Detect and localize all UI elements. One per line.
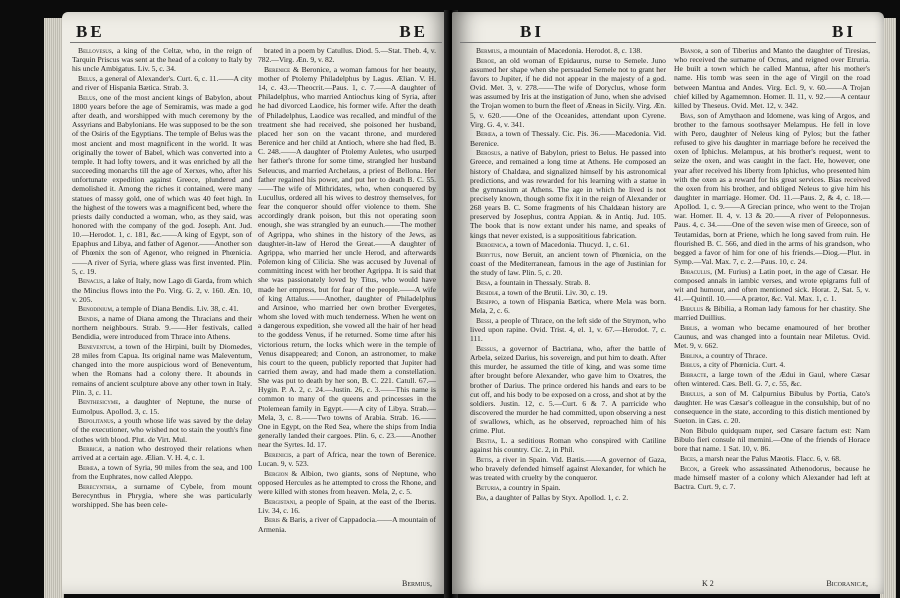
dictionary-entry xyxy=(72,416,252,443)
entry-headword: Berytus, xyxy=(476,249,503,259)
entry-headword: Berenice xyxy=(264,64,291,74)
entry-text: a people of Spain, at the east of the Iberus. Liv. 34, c. 16. xyxy=(258,496,436,515)
entry-headword: Berœa, xyxy=(476,129,498,139)
entry-headword: Belus, xyxy=(78,73,98,83)
right-signature: K 2 xyxy=(702,579,714,588)
left-page-header xyxy=(62,22,450,42)
dictionary-entry xyxy=(72,314,252,341)
entry-headword: Bices, xyxy=(680,453,698,463)
entry-headword: Bibracte, xyxy=(680,369,709,379)
entry-headword: Beturia, xyxy=(476,482,502,492)
entry-text: a nation who destroyed their relations when arrived at a certain age. Ælian. V. H. 4, c. 1. xyxy=(72,444,252,463)
entry-text: & Beronice, a woman famous for her beauty, mother of Ptolemy Philadelphus by Lagus. Ælian. V. H. 14, c. 43.—Theocrit.—Paus. 1, c. 7.——A daughter of Philadelphus, who married Antiochus king of Syria, after he had divorced Laodice, his former wife. After the death of Philadelphus, Laodice was recalled, and mindful of the treatment she had received, she poisoned her husband, placed her son on the vacant throne, and murdered Berenice and her child at Antioch, where she had fled, B. C. 248.——A daughter of Ptolemy Auletes, who usurped her father's throne for some time, strangled her husband Seleucus, and married Archelaus, a priest of Bellona. Her father regained his power, and put her to death B. C. 55.——The wife of Mithridates, who, when conquered by Lucullus, ordered all his wives to destroy themselves, for fear the conqueror should offer violence to them. She accordingly drank poison, but this not operating soon enough, she was strangled by an eunuch.——The mother of Agrippa, who shines in the history of the Jews, as daughter-in-law of Herod the Great.——A daughter of Agrippa, who married her uncle Herod, and afterwards Polemon king of Cilicia. She was accused by Juvenal of committing incest with her brother Agrippa. It is said that she was passionately loved by Titus, who would have made her empress, but for fear of the people.——A wife of king Attalus.——Another, daughter of Philadelphus and Arsinoe, who married her own brother Evergetes, whom she loved with much tenderness. When he went on a dangerous expedition, she vowed all the hair of her head to the goddess Venus, if he returned. Some time after his victorious return, the locks which were in the temple of Venus disappeared; and Conon, an astronomer, to make his court to the queen, publicly reported that Jupiter had carried them away, and had made them a constellation. She was put to death by her son, B. C. 221. Catull. 67.—Hygin. P. A. 2, c. 24.—Justin. 26, c. 3.——This name is common to many of the queens and princesses in the Ptolemean family in Egypt.——A city of Libya. Strab.—Mela, 3, c. 8.——Two towns of Arabia. Strab. 16.——One in Egypt, on the Red Sea, where the ships from India generally landed their cargoes. Plin. 6, c. 23.——Another near the Syrtes. Id. 17. xyxy=(258,64,436,450)
right-column-2 xyxy=(674,46,870,588)
entry-text: a king of the Celtæ, who, in the reign of Tarquin Priscus was sent at the head of a colony to Italy by his uncle Ambigatus. Liv. 5, c. 34. xyxy=(72,46,252,74)
dictionary-entry xyxy=(258,497,436,515)
dictionary-entry xyxy=(470,278,666,287)
dictionary-entry xyxy=(470,436,666,454)
right-header-right: BI xyxy=(832,22,856,41)
entry-text: a town of the Hirpini, built by Diomedes, 28 miles from Capua. Its original name was Maleventum, changed into the more auspicious word of Beneventum, when the Romans had a colony there. It abounds in remains of ancient sculpture above any other town in Italy. Plin. 3, c. 11. xyxy=(72,342,252,397)
entry-headword: Bergion xyxy=(264,468,288,478)
entry-text: a surname of Cybele, from mount Berecynthus in Phrygia, where she was particularly worshipped. She has been cele- xyxy=(72,481,252,510)
dictionary-entry xyxy=(674,389,870,426)
right-page-header xyxy=(452,22,884,42)
entry-headword: Bias, xyxy=(680,110,696,120)
dictionary-entry xyxy=(72,397,252,415)
entry-headword: Beroe, xyxy=(476,55,497,65)
dictionary-entry xyxy=(470,483,666,492)
entry-headword: Bellovesus, xyxy=(78,46,114,55)
entry-headword: Beneventum, xyxy=(78,342,117,351)
entry-headword: Bianor, xyxy=(680,46,703,55)
entry-headword: Besa, xyxy=(476,277,493,287)
entry-headword: Berenicis, xyxy=(264,449,294,459)
entry-headword: Besidiæ, xyxy=(476,287,501,297)
entry-text: a city of Phœnicia. Curt. 4. xyxy=(703,360,786,370)
entry-text: a name of Diana among the Thracians and their northern neighbours. Strab. 9.——Her festivals, called Bendidia, were introduced from Thrace into Athens. xyxy=(72,314,252,342)
entry-headword: Bergistani, xyxy=(264,496,297,506)
dictionary-entry xyxy=(674,323,870,350)
right-header-rule xyxy=(460,42,876,43)
dictionary-entry xyxy=(674,464,870,491)
dictionary-entry xyxy=(470,46,666,55)
dictionary-entry xyxy=(674,360,870,369)
entry-text: a country in Spain. xyxy=(503,482,561,492)
entry-text: a town of Syria, 90 miles from the sea, and 100 from the Euphrates, now called Aleppo. xyxy=(72,463,252,482)
entry-text: one of the most ancient kings of Babylon, about 1800 years before the age of Semiramis, was made a god after death, and worshipped with much ceremony by the Assyrians and Babylonians. He was supposed to be the son of the Osiris of the Egyptians. The temple of Belus was the most ancient and most magnificent in the world. It was originally the tower of Babel, which was converted into a temple. It had lofty towers, and it was enriched by all the succeeding monarchs till the age of Xerxes, who, after his unfortunate expedition against Greece, plundered and demolished it. Among the riches it contained, were many statues of massy gold, one of which was 40 feet high. In the highest of the towers was a magnificent bed, where the priests daily conducted a woman, who, as they said, was honored with the company of the god. Joseph. Ant. Jud. 10.—Herodot. 1, c. 181, &c.——A king of Egypt, son of Epaphus and Libya, and father of Agenor.——Another son of Phœnix the son of Agenor, who reigned in Phœnicia.——A river of Syria, where glass was first invented. Plin. 5, c. 19. xyxy=(72,92,252,276)
entry-headword: Beroenica, xyxy=(476,240,509,250)
dictionary-entry xyxy=(470,344,666,436)
dictionary-entry xyxy=(72,74,252,92)
left-header-rule xyxy=(70,42,442,43)
dictionary-entry xyxy=(674,46,870,110)
dictionary-entry xyxy=(258,65,436,450)
entry-headword: Berbicæ, xyxy=(78,444,105,454)
entry-text: now Beruit, an ancient town of Phœnicia, on the coast of the Mediterranean, famous in the age of Justinian for the study of law. Plin. 5, c. 20. xyxy=(470,249,666,278)
entry-text: a town of Macedonia. Thucyd. 1, c. 61. xyxy=(510,240,630,250)
dictionary-entry xyxy=(470,240,666,249)
entry-text: a temple of Diana Bendis. Liv. 38, c. 41. xyxy=(115,304,239,314)
entry-headword: Bendis, xyxy=(78,314,100,324)
entry-headword: Benodinium, xyxy=(78,304,114,314)
dictionary-entry xyxy=(470,288,666,297)
entry-headword: Bermius, xyxy=(476,46,502,55)
left-header-left: BE xyxy=(76,22,105,41)
entry-text: a lake of Italy, now Lago di Garda, from which the Mincius flows into the Po. Virg. G. 2, v. 160. Æn. 10, v. 205. xyxy=(72,276,252,304)
right-header-left: BI xyxy=(520,22,544,41)
entry-text: & Baris, a river of Cappadocia.——A mountain of Armenia. xyxy=(258,515,436,534)
dictionary-entry xyxy=(470,455,666,482)
entry-text: a people of Thrace, on the left side of the Strymon, who lived upon rapine. Ovid. Trist. 4, el. 1, v. 67.—Herodot. 7, c. 111. xyxy=(470,316,666,344)
dictionary-entry xyxy=(674,267,870,304)
entry-headword: Bibulus xyxy=(680,303,704,313)
dictionary-entry xyxy=(674,111,870,267)
entry-headword: Betis, xyxy=(476,454,494,464)
dictionary-entry xyxy=(72,482,252,509)
entry-headword: Bibaculus, xyxy=(680,266,712,276)
dictionary-entry xyxy=(470,493,666,502)
dictionary-entry xyxy=(674,351,870,360)
entry-text: a daughter of Neptune, the nurse of Eumolpus. Apollod. 3, c. 15. xyxy=(72,397,252,416)
entry-headword: Biblus, xyxy=(680,360,702,370)
entry-text: a native of Babylon, priest to Belus. He passed into Greece, and remained a long time at Athens. He composed an history of Chaldæa, and signalized himself by his astronomical predictions, and was rewarded for his learning with a statue in the gymnasium at Athens. The age in which he lived is not precisely known, though some fix it in the reign of Alexander or 268 years B. C. Some fragments of his Chaldæan history are preserved by Josephus, contra Appian. & in Antiq. Jud. 105. The book that is now extant under his name, and speaks of kings that never existed, is a supposititious fabrication. xyxy=(470,148,666,240)
entry-headword: Biblis, xyxy=(680,322,700,332)
dictionary-entry xyxy=(674,426,870,453)
entry-text: a part of Africa, near the town of Berenice. Lucan. 9, v. 523. xyxy=(258,449,436,469)
entry-text: a large town of the Ædui in Gaul, where Cæsar often wintered. Cæs. Bell. G. 7, c. 55, &c. xyxy=(674,369,870,389)
entry-text: Non Bibulo quidquam nuper, sed Cæsare factum est: Nam Bibulo fieri consule nil memini.—One of the friends of Horace bore that name. 1 Sat. 10, v. 86. xyxy=(674,425,870,454)
entry-headword: Belus, xyxy=(78,92,98,102)
entry-headword: Benthesicyme, xyxy=(78,397,121,407)
entry-headword: Berœa, xyxy=(78,463,100,473)
right-column-1 xyxy=(470,46,666,588)
entry-headword: Besippo, xyxy=(476,297,500,307)
entry-text: a general of Alexander's. Curt. 6, c. 11.——A city and river of Hispania Bætica. Strab. 3. xyxy=(72,73,252,93)
entry-text: a daughter of Pallas by Styx. Apollod. 1, c. 2. xyxy=(490,492,629,502)
entry-text: a river in Spain. Vid. Bætis.——A governor of Gaza, who bravely defended himself against Alexander, for which he was treated with cruelty by the conqueror. xyxy=(470,454,666,483)
dictionary-entry xyxy=(72,444,252,462)
dictionary-entry xyxy=(674,304,870,322)
entry-headword: Bestia, xyxy=(476,436,498,446)
left-page xyxy=(62,12,450,594)
entry-text: a town of Hispania Bætica, where Mela was born. Mela, 2, c. 6. xyxy=(470,297,666,316)
entry-text: a youth whose life was saved by the delay of the executioner, who wished not to stain the youth's fine clothes with blood. Plut. de Virt. Mul. xyxy=(72,416,252,444)
dictionary-entry xyxy=(258,469,436,496)
entry-text: a governor of Bactriana, who, after the battle of Arbela, seized Darius, his sovereign, and put him to death. After this murder, he assumed the title of king, and was some time after brought before Alexander, who gave him to Oxatres, the brother of Darius. The prince ordered his hands and ears to be cut off, and his body to be exposed on a cross, and shot at by the soldiers. Justin. 12, c. 5.—Curt. 6 & 7. A parricide who discovered the murder he had committed, upon observing a nest of swallows, which, as he observed, reproached him of his crime. Plut. xyxy=(470,344,666,436)
entry-headword: Benacus, xyxy=(78,276,105,286)
entry-headword: Bessi, xyxy=(476,316,494,326)
dictionary-entry xyxy=(72,304,252,313)
entry-text: a town of the Brutii. Liv. 30, c. 19. xyxy=(502,287,608,297)
dictionary-entry xyxy=(72,342,252,397)
dictionary-entry xyxy=(72,463,252,481)
entry-text: a marsh near the Palus Mæotis. Flacc. 6, v. 68. xyxy=(699,453,841,463)
dictionary-entry xyxy=(72,46,252,73)
dictionary-entry xyxy=(674,370,870,388)
entry-headword: Bibulus, xyxy=(680,388,706,398)
entry-text: a woman who became enamoured of her brother Caunus, and was changed into a fountain near Miletus. Ovid. Met. 9, v. 662. xyxy=(674,322,870,350)
left-page-edges xyxy=(44,18,64,598)
entry-text: a country of Thrace. xyxy=(705,350,768,360)
entry-headword: Bessus, xyxy=(476,344,498,353)
dictionary-entry xyxy=(470,297,666,315)
dictionary-entry xyxy=(72,276,252,303)
dictionary-entry xyxy=(470,148,666,240)
entry-text: (M. Furius) a Latin poet, in the age of Cæsar. He composed annals in iambic verses, and wrote epigrams full of wit and humour, and often mentioned sick. Horat. 2, Sat. 5, v. 41.—Quintil. 10.——A prætor, &c. Val. Max. 1, c. 1. xyxy=(674,266,870,304)
dictionary-entry xyxy=(72,93,252,276)
entry-headword: Bicon, xyxy=(680,463,700,473)
right-catchword: Bicoranicæ, xyxy=(826,579,868,588)
left-header-right: BE xyxy=(399,22,428,41)
left-catchword: Bermius, xyxy=(401,579,432,588)
entry-headword: Bia, xyxy=(476,492,489,502)
entry-text: a Greek who assassinated Athenodorus, because he made himself master of a colony which Alexander had left at Bactra. Curt. 9, c. 7. xyxy=(674,463,870,491)
dictionary-entry xyxy=(674,454,870,463)
entry-headword: Beris xyxy=(264,515,280,525)
entry-text: L. a seditious Roman who conspired with Catiline against his country. Cic. 2, in Phil. xyxy=(470,436,666,455)
entry-text: son of Amythaon and Idomene, was king of Argos, and brother to the famous soothsayer Melampus. He fell in love with Pero, daughter of Neleus king of Pylos; but the father refused to give his daughter in marriage before he received the oxen of Iphiclus. Melampus, at his brother's request, went to seize the oxen, and was caught in the fact. He, however, one year after received his liberty from Iphiclus, who presented him with the oxen as a reward for his great services. Bias received the oxen from his brother, and obliged Neleus to give him his daughter in marriage. Homer. Od. 11.—Paus. 2, & 4, c. 18.—Apollod. 1, c. 9.——A Grecian prince, who went to the Trojan war. Homer. Il. 4, v. 13 & 20.——A river of Peloponnesus. Paus. 4, c. 34.——One of the seven wise men of Greece, son of Teutamidas, born at Priene, which he long saved from ruin. He flourished B. C. 566, and died in the arms of his grandson, who begged a favor of him for one of his friends.—Diog.—Plut. in Symp.—Val. Max. 7, c. 2.—Paus. 10, c. 24. xyxy=(674,110,870,267)
entry-text: brated in a poem by Catullus. Diod. 5.—Stat. Theb. 4, v. 782.—Virg. Æn. 9, v. 82. xyxy=(258,46,436,65)
entry-text: a son of M. Calpurnius Bibulus by Portia, Cato's daughter. He was Cæsar's colleague in the consulship, but of no consequence in the state, according to this distich mentioned by Sueton. in Cæs. c. 20. xyxy=(674,388,870,426)
entry-text: a fountain in Thessaly. Strab. 8. xyxy=(494,277,591,287)
entry-headword: Berosus, xyxy=(476,148,503,158)
entry-text: & Bibilia, a Roman lady famous for her chastity. She married Duillius. xyxy=(674,303,870,323)
left-column-2 xyxy=(258,46,436,588)
entry-text: a mountain of Macedonia. Herodot. 8, c. 138. xyxy=(503,46,643,55)
right-page xyxy=(452,12,884,594)
entry-headword: Biblina, xyxy=(680,350,704,360)
entry-headword: Bepolitanus, xyxy=(78,416,116,426)
left-column-1 xyxy=(72,46,252,588)
dictionary-entry xyxy=(258,450,436,468)
dictionary-entry xyxy=(470,129,666,147)
entry-headword: Berecynthia, xyxy=(78,481,117,491)
dictionary-entry xyxy=(470,316,666,343)
entry-text: a town of Thessaly. Cic. Pis. 36.——Macedonia. Vid. Berenice. xyxy=(470,129,666,148)
entry-text: an old woman of Epidaurus, nurse to Semele. Juno assumed her shape when she persuaded Semele not to grant her favors to Jupiter, if he did not appear in the majesty of a god. Ovid. Met. 3, v. 278.——The wife of Doryclus, whose form was assumed by Iris at the instigation of Juno, when she advised the Trojan women to burn the fleet of Æneas in Sicily. Virg. Æn. 5, v. 620.——One of the Oceanides, attendant upon Cyrene. Virg. G. 4, v. 341. xyxy=(470,55,666,129)
dictionary-entry xyxy=(470,56,666,129)
entry-text: a son of Tiberius and Manto the daughter of Tiresias, who received the surname of Ocnus, and reigned over Etruria. He built a town which he called Mantua, after his mother's name. His tomb was seen in the age of Virgil on the road between Mantua and Andes. Virg. Ecl. 9, v. 60.——A Trojan chief killed by Agamemnon. Homer. Il. 11, v. 92.——A centaur killed by Theseus. Ovid. Met. 12, v. 342. xyxy=(674,46,870,110)
dictionary-entry xyxy=(470,250,666,277)
entry-text: & Albion, two giants, sons of Neptune, who opposed Hercules as he attempted to cross the Rhone, and were killed with stones from heaven. Mela, 2, c. 5. xyxy=(258,468,436,496)
dictionary-entry xyxy=(258,46,436,64)
dictionary-entry xyxy=(258,515,436,533)
